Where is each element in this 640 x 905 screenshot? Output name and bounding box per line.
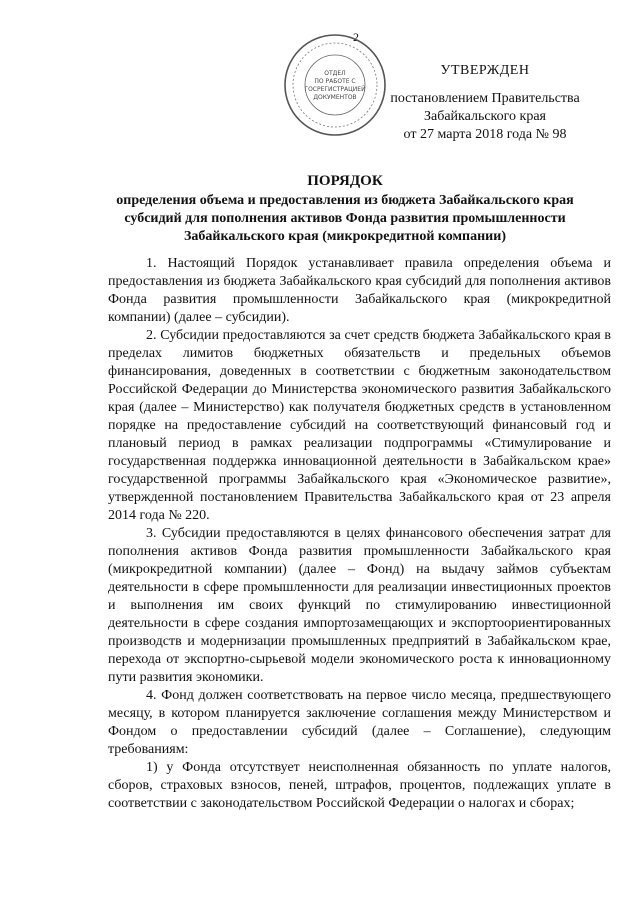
stamp-line-1: ОТДЕЛ (324, 70, 346, 77)
stamp-line-3: ГОСРЕГИСТРАЦИЕЙ (304, 86, 366, 93)
stamp-line-2: ПО РАБОТЕ С (314, 78, 356, 85)
approval-heading: УТВЕРЖДЕН (440, 63, 530, 78)
stamp-line-4: ДОКУМЕНТОВ (313, 94, 357, 101)
document-subtitle: определения объема и предоставления из бюджета Забайкальского края субсидий для пополнения активов Фонда развития промышленности Забайкальского края (микрокредитной компании) (116, 193, 574, 244)
paragraph-4: 4. Фонд должен соответствовать на первое число месяца, предшествующего месяцу, в котором планируется заключение соглашения между Министерством и Фондом о предоставлении субсидий (далее – Соглашение), следующим требованиям: (108, 688, 611, 757)
page-number: 2 (353, 30, 359, 44)
approval-line-1: постановлением Правительства (390, 91, 580, 106)
paragraph-1: 1. Настоящий Порядок устанавливает правила определения объема и предоставления из бюджета Забайкальского края субсидий для пополнения активов Фонда развития промышленности Забайкальского края (микрокредитной компании) (далее – субсидии). (108, 256, 611, 325)
paragraph-3: 3. Субсидии предоставляются в целях финансового обеспечения затрат для пополнения активов Фонда развития промышленности Забайкальского края (микрокредитной компании) (далее – Фонд) на выдачу займов субъектам деятельности в сфере промышленности для реализации инвестиционных проектов и выполнения им своих функций по стимулированию инвестиционной деятельности в сфере создания импортозамещающих и экспортоориентированных производств и модернизации промышленных предприятий в Забайкальском крае, перехода от экспортно-сырьевой модели экономического роста к инновационному пути развития экономики. (108, 526, 611, 685)
paragraph-2: 2. Субсидии предоставляются за счет средств бюджета Забайкальского края в пределах лимитов бюджетных обязательств и предельных объемов финансирования, доведенных в соответствии с бюджетным законодательством Российской Федерации до Министерства экономического развития Забайкальского края (далее – Министерство) как получателя бюджетных средств в установленном порядке на предоставление субсидий на соответствующий финансовый год и плановый период в рамках реализации подпрограммы «Стимулирование и государственная поддержка инновационной деятельности в Забайкальском крае» государственной программы Забайкальского края «Экономическое развитие», утвержденной постановлением Правительства Забайкальского края от 23 апреля 2014 года № 220. (108, 328, 611, 523)
approval-line-2: Забайкальского края (423, 109, 546, 124)
approval-block (370, 62, 600, 144)
document-title: ПОРЯДОК (307, 173, 383, 189)
document-body (108, 255, 611, 813)
paragraph-4-item-1: 1) у Фонда отсутствует неисполненная обязанность по уплате налогов, сборов, страховых взносов, пеней, штрафов, процентов, подлежащих уплате в соответствии с законодательством Российской Федерации о налогах и сборах; (108, 760, 611, 811)
document-title-block (100, 172, 590, 246)
approval-line-3: от 27 марта 2018 года № 98 (403, 127, 567, 142)
